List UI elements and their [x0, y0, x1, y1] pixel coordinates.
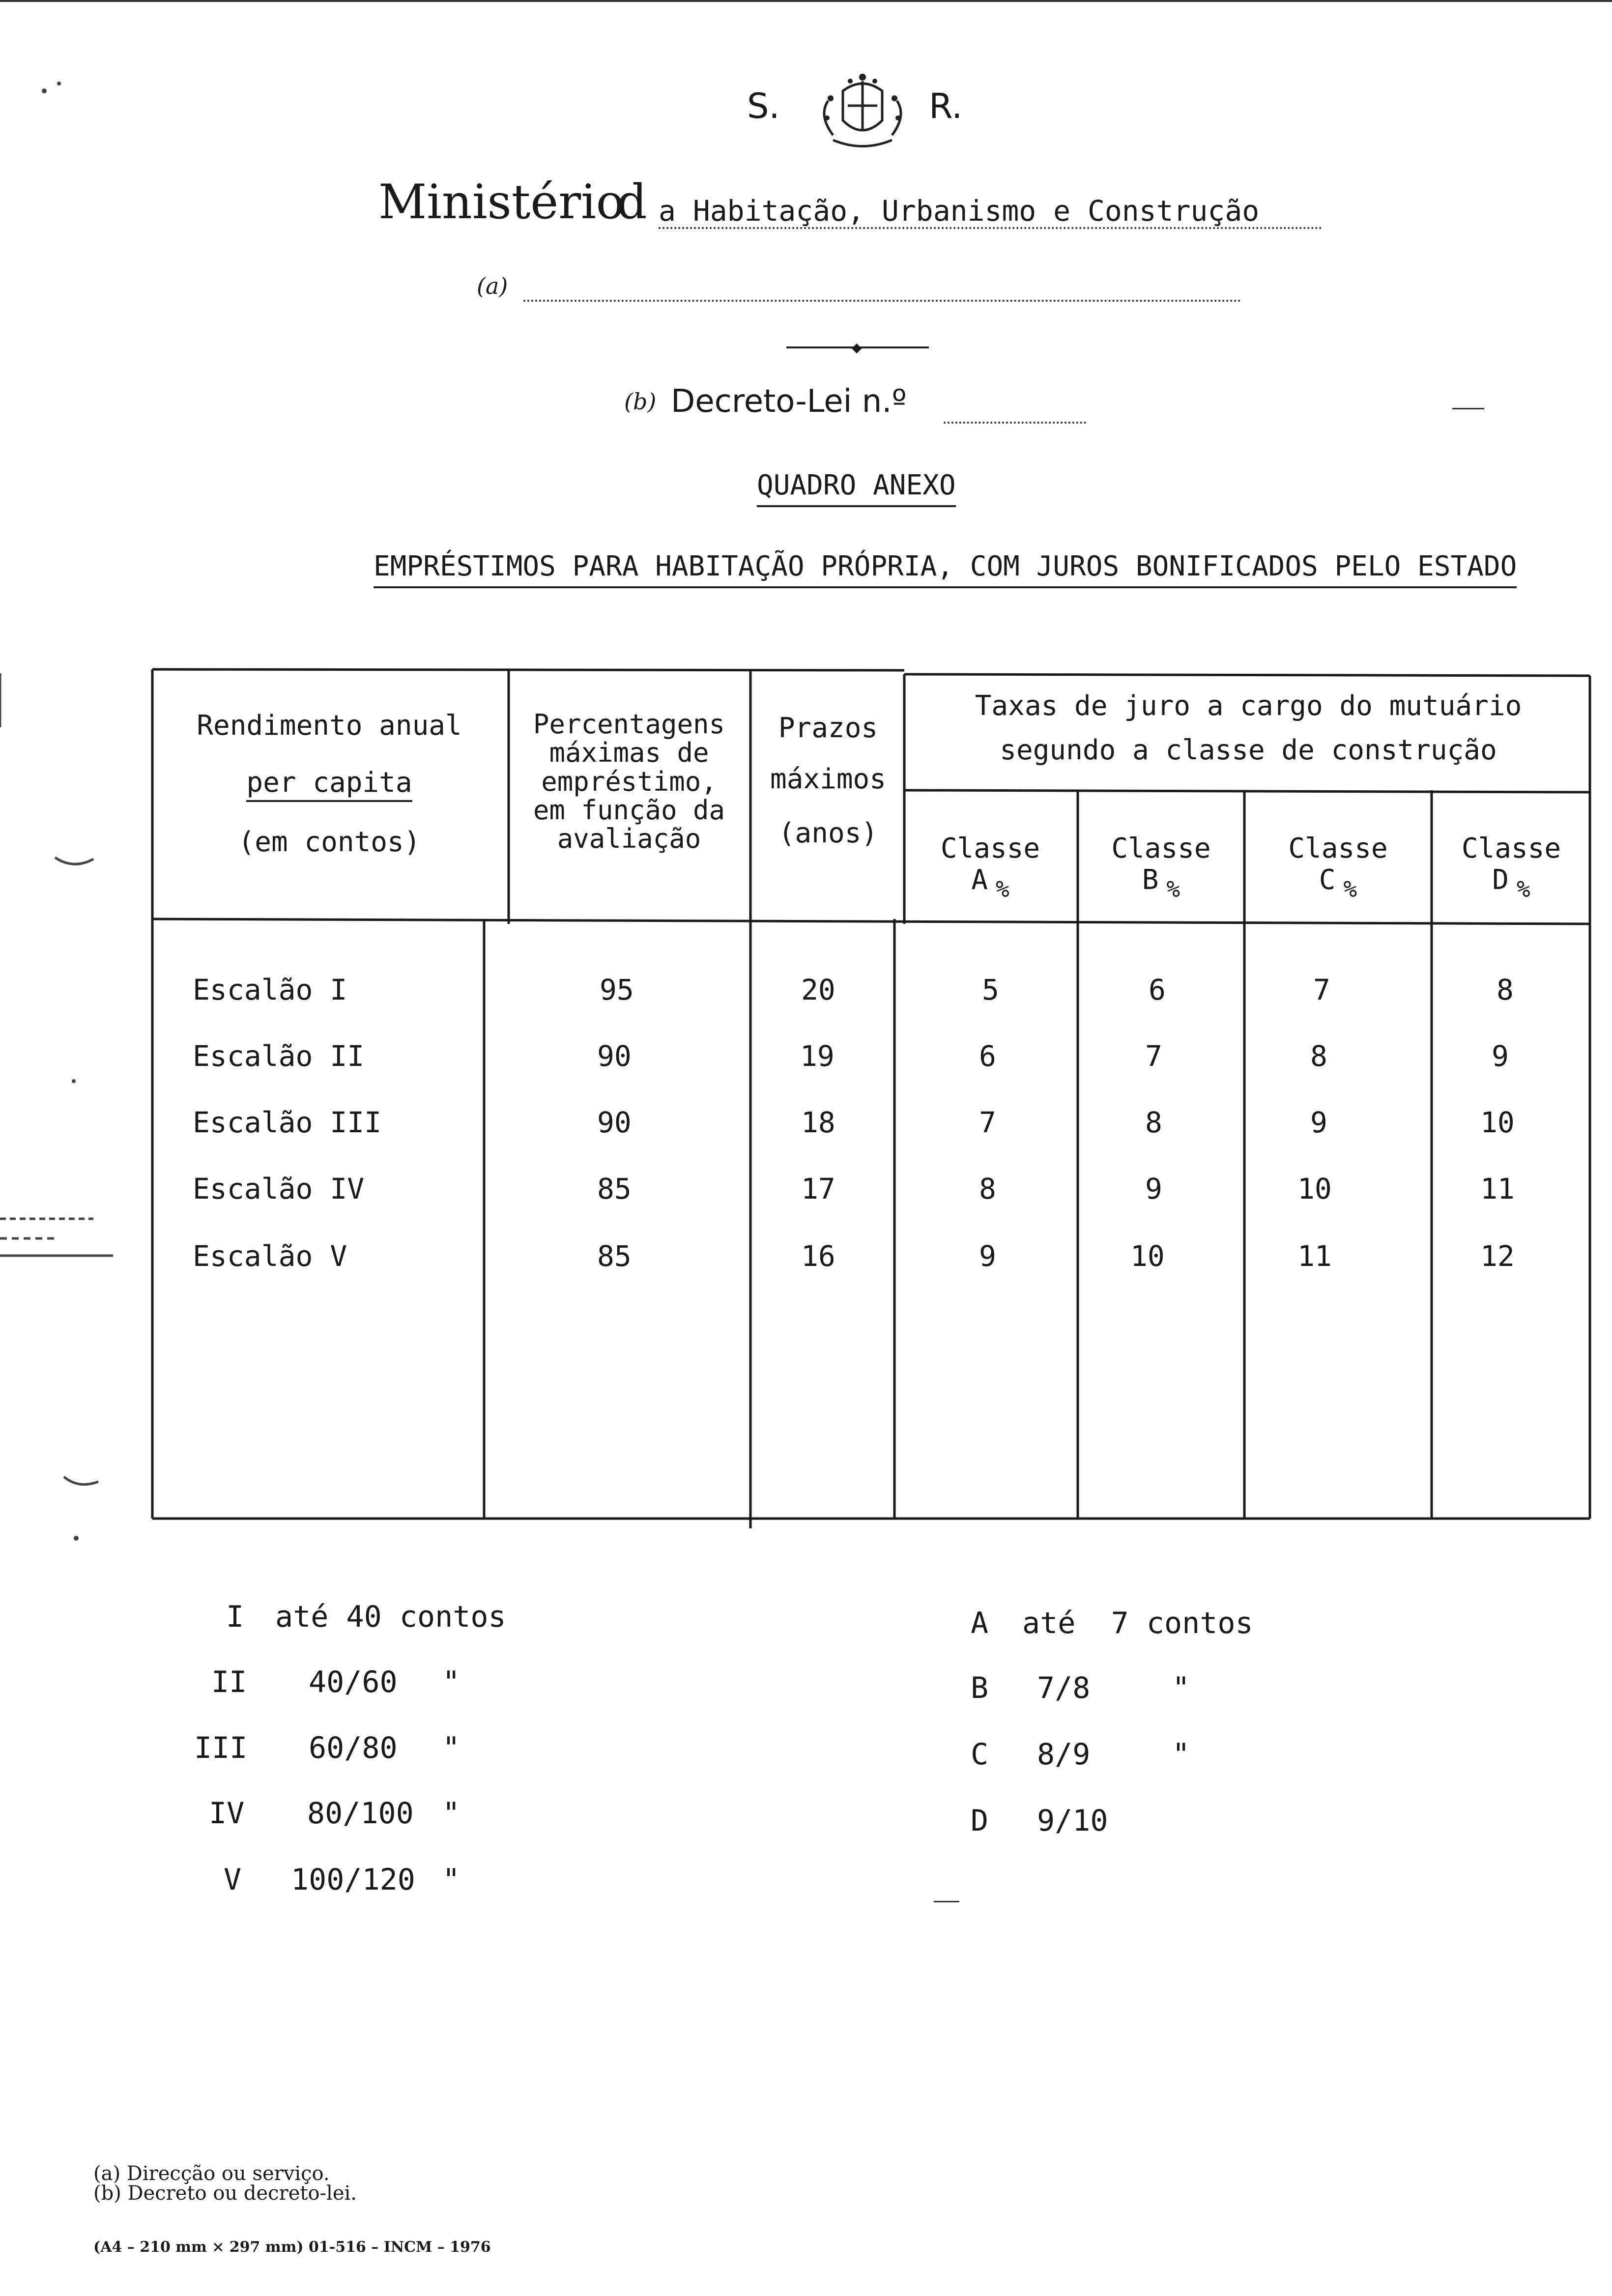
col-prazos-line3: (anos): [778, 817, 878, 849]
row-class-a: 5: [982, 973, 999, 1006]
taxas-group-line1: Taxas de juro a cargo do mutuário: [975, 690, 1522, 722]
class-a-label: Classe: [940, 832, 1040, 864]
row-percentagem: 85: [597, 1172, 632, 1205]
print-reference: (A4 – 210 mm × 297 mm) 01-516 – INCM – 1976: [93, 2239, 491, 2256]
ministerio-heading: Ministério: [378, 174, 625, 230]
row-class-b: 10: [1130, 1239, 1165, 1273]
diamond-icon: ◆: [852, 338, 862, 357]
row-class-a: 6: [979, 1039, 996, 1073]
footnote-b: (b) Decreto ou decreto-lei.: [93, 2182, 357, 2205]
class-d-label: Classe: [1461, 832, 1561, 864]
legend-value: 40/60: [309, 1665, 398, 1699]
decreto-lei-label: Decreto-Lei n.º: [671, 383, 907, 420]
col-percentagens-line5: avaliação: [557, 823, 701, 855]
col-rendimento-line1: Rendimento anual: [197, 710, 462, 742]
header-right-letter: R.: [929, 86, 963, 126]
col-rendimento-line3: (em contos): [238, 826, 421, 858]
quadro-title: QUADRO ANEXO: [757, 469, 956, 507]
class-d-unit: %: [1517, 876, 1530, 903]
col-prazos-line1: Prazos: [778, 712, 878, 744]
row-class-c: 10: [1297, 1172, 1332, 1205]
legend-ditto: ": [442, 1863, 461, 1897]
legend-key: A: [971, 1606, 989, 1640]
row-class-c: 9: [1310, 1106, 1327, 1139]
field-a-label: (a): [477, 273, 508, 299]
footnote-a: (a) Direcção ou serviço.: [93, 2162, 330, 2185]
row-class-a: 9: [979, 1239, 996, 1273]
col-percentagens-line3: empréstimo,: [541, 766, 717, 797]
legend-value: 7/8: [1037, 1671, 1091, 1705]
row-class-d: 9: [1492, 1039, 1509, 1073]
legend-value: 60/80: [309, 1731, 398, 1765]
row-class-c: 11: [1297, 1239, 1332, 1273]
legend-ditto: ": [1172, 1737, 1190, 1772]
legend-key: C: [971, 1737, 989, 1772]
row-class-a: 7: [979, 1106, 996, 1139]
row-prazo: 19: [800, 1039, 835, 1073]
col-prazos-line2: máximos: [770, 763, 886, 796]
col-percentagens-line1: Percentagens: [533, 709, 725, 740]
legend-key: V: [224, 1863, 242, 1897]
class-c-label: Classe: [1288, 832, 1388, 864]
ministerio-da-letter: d: [617, 174, 647, 230]
field-b-label: (b): [624, 388, 657, 415]
class-b-unit: %: [1166, 876, 1180, 903]
legend-value: até 7 contos: [1022, 1606, 1253, 1640]
ministry-name: a Habitação, Urbanismo e Construção: [659, 194, 1260, 228]
legend-key: D: [971, 1804, 989, 1838]
row-prazo: 20: [801, 973, 835, 1006]
legend-value: 9/10: [1037, 1804, 1108, 1838]
legend-ditto: ": [442, 1665, 461, 1699]
col-rendimento-line2: per capita: [246, 767, 412, 802]
legend-ditto: ": [1172, 1671, 1190, 1705]
row-prazo: 17: [801, 1172, 835, 1205]
row-escalao: Escalão III: [193, 1106, 382, 1139]
legend-ditto: ": [442, 1731, 461, 1765]
row-percentagem: 90: [597, 1039, 632, 1073]
row-escalao: Escalão II: [193, 1039, 365, 1073]
legend-key: III: [194, 1731, 248, 1765]
legend-value: 8/9: [1037, 1737, 1091, 1772]
legend-value: 100/120: [291, 1863, 415, 1897]
legend-key: IV: [209, 1796, 245, 1831]
legend-key: I: [226, 1600, 244, 1634]
class-c-unit: %: [1343, 876, 1357, 903]
header-left-letter: S.: [747, 86, 780, 126]
class-b-letter: B: [1142, 864, 1159, 896]
row-class-d: 12: [1480, 1239, 1515, 1273]
class-b-label: Classe: [1111, 832, 1211, 864]
row-percentagem: 90: [597, 1106, 632, 1139]
row-percentagem: 85: [597, 1239, 632, 1273]
class-c-letter: C: [1319, 864, 1336, 896]
row-class-b: 8: [1145, 1106, 1162, 1139]
document-subtitle: EMPRÉSTIMOS PARA HABITAÇÃO PRÓPRIA, COM JUROS BONIFICADOS PELO ESTADO: [374, 550, 1517, 588]
row-prazo: 18: [801, 1106, 835, 1139]
class-d-letter: D: [1492, 864, 1509, 896]
row-class-d: 8: [1497, 973, 1514, 1006]
row-escalao: Escalão I: [193, 973, 347, 1006]
row-percentagem: 95: [600, 973, 634, 1006]
row-class-c: 7: [1313, 973, 1330, 1006]
taxas-group-line2: segundo a classe de construção: [1000, 734, 1497, 766]
row-escalao: Escalão V: [193, 1239, 347, 1273]
col-percentagens-line4: em função da: [533, 794, 725, 826]
legend-ditto: ": [442, 1796, 461, 1831]
col-percentagens-line2: máximas de: [549, 737, 709, 769]
legend-value: até 40 contos: [275, 1600, 506, 1634]
class-a-letter: A: [971, 864, 988, 896]
row-class-c: 8: [1310, 1039, 1327, 1073]
legend-key: II: [211, 1665, 247, 1699]
row-escalao: Escalão IV: [193, 1172, 365, 1205]
row-class-b: 7: [1145, 1039, 1162, 1073]
legend-value: 80/100: [307, 1796, 414, 1831]
row-prazo: 16: [801, 1239, 835, 1273]
row-class-b: 6: [1149, 973, 1166, 1006]
legend-key: B: [971, 1671, 989, 1705]
row-class-d: 10: [1480, 1106, 1515, 1139]
row-class-d: 11: [1480, 1172, 1515, 1205]
row-class-b: 9: [1145, 1172, 1162, 1205]
row-class-a: 8: [979, 1172, 996, 1205]
class-a-unit: %: [996, 876, 1009, 903]
